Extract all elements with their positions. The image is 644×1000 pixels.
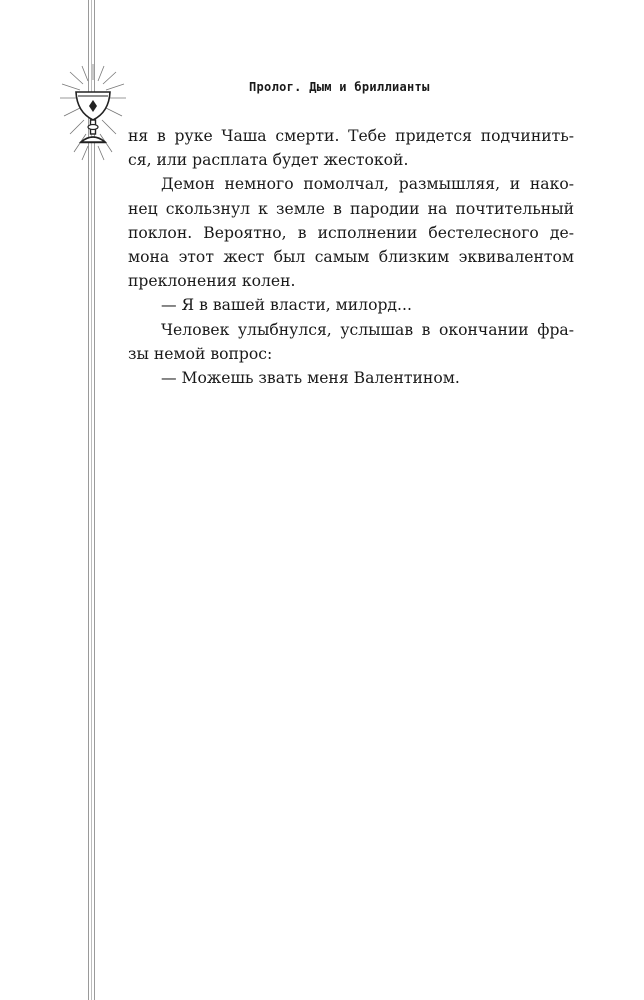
text-line: ся, или расплата будет жестокой. <box>128 151 409 170</box>
chalice-icon <box>58 62 128 162</box>
text-line: ня в руке Чаша смерти. Тебе придется подчинить- <box>128 127 574 145</box>
text-line: — Можешь звать меня Валентином. <box>161 369 460 388</box>
body-text <box>128 124 574 390</box>
text-line: мона этот жест был самым близким эквивалентом <box>128 248 574 267</box>
running-header: Пролог. Дым и бриллианты <box>249 80 430 94</box>
text-line: зы немой вопрос: <box>128 344 273 363</box>
text-line: — Я в вашей власти, милорд... <box>161 296 412 315</box>
text-line: поклон. Вероятно, в исполнении бестелесного де- <box>128 223 574 242</box>
text-line: преклонения колен. <box>128 272 296 291</box>
text-line: нец скользнул к земле в пародии на почтительный <box>128 199 574 218</box>
text-line: Демон немного помолчал, размышляя, и нако- <box>161 175 574 194</box>
text-line: Человек улыбнулся, услышав в окончании фра- <box>161 320 574 339</box>
